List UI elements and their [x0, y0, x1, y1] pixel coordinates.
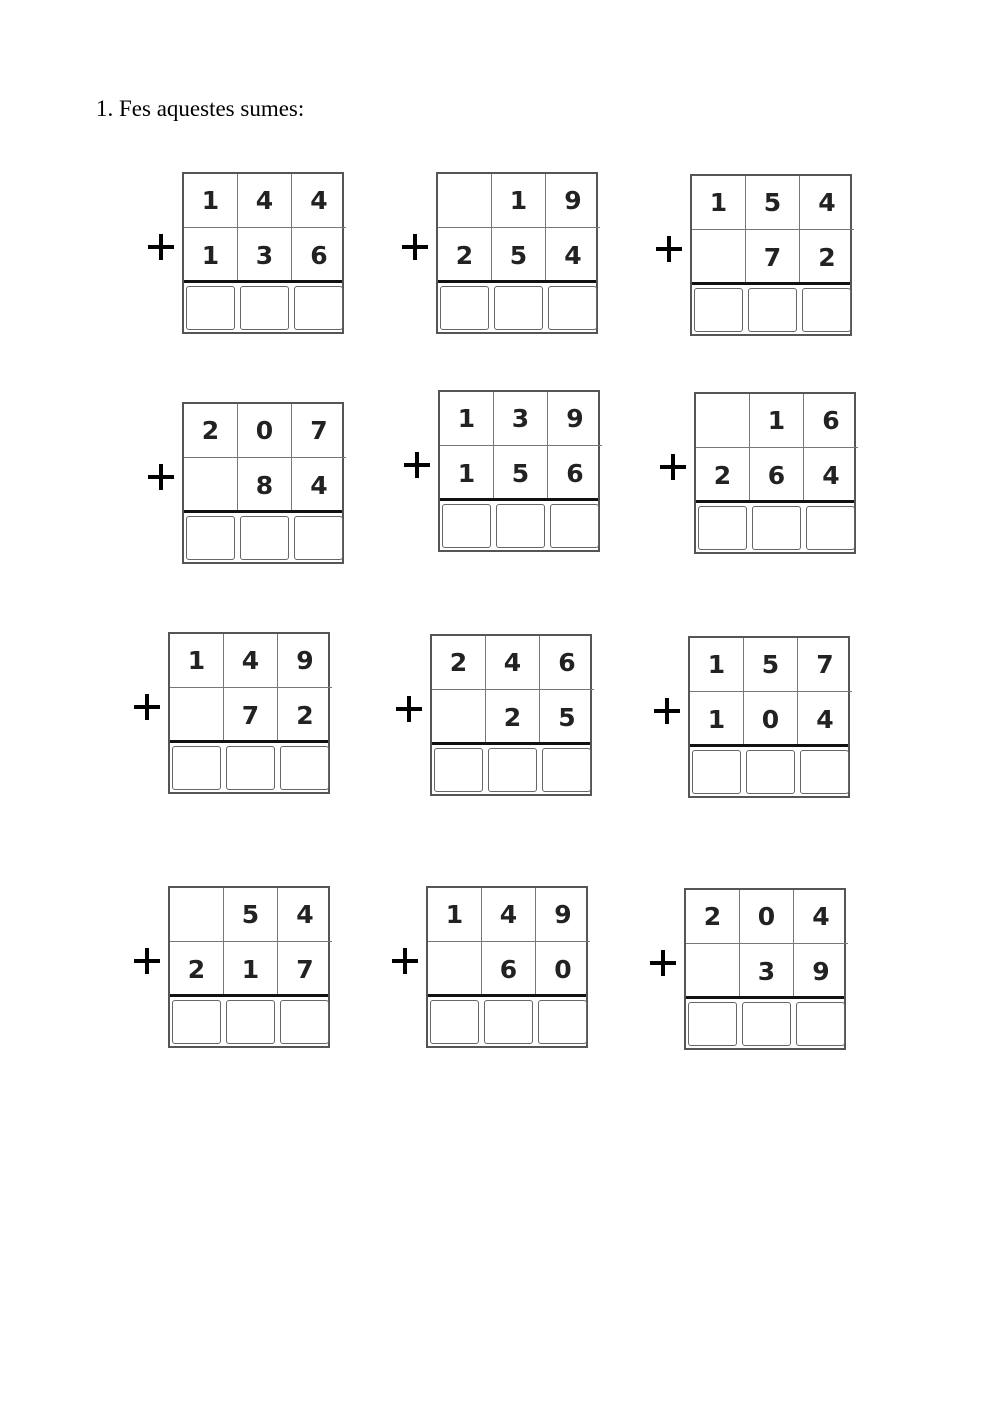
addition-problem	[400, 172, 600, 357]
answer-box[interactable]	[796, 1002, 845, 1046]
exercise-title: 1. Fes aquestes sumes:	[96, 96, 305, 121]
top-digit: 2	[686, 890, 740, 944]
bottom-digit	[184, 458, 238, 512]
plus-icon	[390, 946, 420, 976]
top-digit: 4	[238, 174, 292, 228]
answer-box[interactable]	[542, 748, 591, 792]
digit-grid	[688, 636, 850, 798]
digit-grid	[436, 172, 598, 334]
answer-box[interactable]	[280, 1000, 329, 1044]
sum-line	[428, 994, 586, 997]
sum-line	[438, 280, 596, 283]
digit-grid	[182, 172, 344, 334]
sum-line	[440, 498, 598, 501]
digit-grid	[168, 886, 330, 1048]
bottom-digit: 7	[224, 688, 278, 742]
answer-box[interactable]	[752, 506, 801, 550]
digit-grid	[690, 174, 852, 336]
bottom-digit: 8	[238, 458, 292, 512]
sum-line	[170, 740, 328, 743]
top-digit: 4	[292, 174, 346, 228]
answer-box[interactable]	[294, 286, 343, 330]
answer-box[interactable]	[688, 1002, 737, 1046]
bottom-digit	[170, 688, 224, 742]
top-digit: 1	[440, 392, 494, 446]
answer-box[interactable]	[550, 504, 599, 548]
sum-line	[184, 510, 342, 513]
answer-box[interactable]	[484, 1000, 533, 1044]
sum-line	[696, 500, 854, 503]
bottom-digit	[432, 690, 486, 744]
top-digit: 4	[278, 888, 332, 942]
answer-box[interactable]	[186, 286, 235, 330]
addition-problem	[648, 888, 848, 1073]
bottom-digit: 6	[566, 458, 584, 488]
bottom-digit: 2	[818, 242, 836, 272]
top-digit: 1	[492, 174, 546, 228]
answer-box[interactable]	[538, 1000, 587, 1044]
top-digit: 9	[546, 174, 600, 228]
answer-box[interactable]	[440, 286, 489, 330]
bottom-digit: 9	[812, 956, 830, 986]
top-digit: 3	[494, 392, 548, 446]
top-digit: 1	[184, 174, 238, 228]
top-digit: 9	[548, 392, 602, 446]
bottom-digit: 1	[184, 228, 238, 282]
bottom-digit	[692, 230, 746, 284]
addition-problem	[132, 886, 332, 1071]
bottom-digit: 7	[296, 954, 314, 984]
answer-box[interactable]	[240, 286, 289, 330]
plus-icon	[400, 232, 430, 262]
top-digit	[170, 888, 224, 942]
top-digit: 1	[170, 634, 224, 688]
answer-box[interactable]	[280, 746, 329, 790]
top-digit: 4	[794, 890, 848, 944]
top-digit	[438, 174, 492, 228]
addition-problem	[132, 632, 332, 817]
addition-problem	[390, 886, 590, 1071]
answer-box[interactable]	[746, 750, 795, 794]
answer-box[interactable]	[748, 288, 797, 332]
top-digit: 7	[292, 404, 346, 458]
bottom-digit: 4	[310, 470, 328, 500]
top-digit: 9	[536, 888, 590, 942]
digit-grid	[426, 886, 588, 1048]
bottom-digit: 2	[696, 448, 750, 502]
answer-box[interactable]	[172, 1000, 221, 1044]
sum-line	[432, 742, 590, 745]
plus-icon	[658, 452, 688, 482]
digit-grid	[182, 402, 344, 564]
bottom-digit: 6	[750, 448, 804, 502]
digit-grid	[694, 392, 856, 554]
top-digit: 2	[184, 404, 238, 458]
bottom-digit: 2	[170, 942, 224, 996]
answer-box[interactable]	[692, 750, 741, 794]
bottom-digit	[686, 944, 740, 998]
answer-box[interactable]	[742, 1002, 791, 1046]
answer-box[interactable]	[434, 748, 483, 792]
answer-box[interactable]	[694, 288, 743, 332]
top-digit: 1	[690, 638, 744, 692]
addition-problem	[402, 390, 602, 575]
bottom-digit: 3	[238, 228, 292, 282]
top-digit: 6	[804, 394, 858, 448]
top-digit: 1	[692, 176, 746, 230]
top-digit: 4	[224, 634, 278, 688]
addition-problem	[652, 636, 852, 821]
bottom-digit: 4	[564, 240, 582, 270]
answer-box[interactable]	[806, 506, 855, 550]
answer-box[interactable]	[802, 288, 851, 332]
answer-box[interactable]	[172, 746, 221, 790]
top-digit: 4	[486, 636, 540, 690]
digit-grid	[684, 888, 846, 1050]
plus-icon	[394, 694, 424, 724]
answer-box[interactable]	[548, 286, 597, 330]
answer-box[interactable]	[430, 1000, 479, 1044]
answer-box[interactable]	[226, 1000, 275, 1044]
top-digit: 0	[238, 404, 292, 458]
sum-line	[690, 744, 848, 747]
bottom-digit: 6	[482, 942, 536, 996]
answer-box[interactable]	[240, 516, 289, 560]
sum-line	[692, 282, 850, 285]
answer-box[interactable]	[442, 504, 491, 548]
answer-box[interactable]	[226, 746, 275, 790]
top-digit: 1	[428, 888, 482, 942]
digit-grid	[430, 634, 592, 796]
top-digit	[696, 394, 750, 448]
bottom-digit: 5	[492, 228, 546, 282]
addition-problem	[654, 174, 854, 359]
plus-icon	[146, 232, 176, 262]
plus-icon	[132, 692, 162, 722]
addition-problem	[394, 634, 594, 819]
digit-grid	[168, 632, 330, 794]
bottom-digit: 4	[822, 460, 840, 490]
top-digit: 5	[744, 638, 798, 692]
top-digit: 5	[224, 888, 278, 942]
bottom-digit: 2	[438, 228, 492, 282]
bottom-digit: 2	[296, 700, 314, 730]
bottom-digit: 1	[440, 446, 494, 500]
answer-box[interactable]	[294, 516, 343, 560]
bottom-digit: 6	[310, 240, 328, 270]
top-digit: 0	[740, 890, 794, 944]
top-digit: 4	[800, 176, 854, 230]
answer-box[interactable]	[496, 504, 545, 548]
addition-problem	[658, 392, 858, 577]
answer-box[interactable]	[800, 750, 849, 794]
answer-box[interactable]	[488, 748, 537, 792]
addition-problem	[146, 172, 346, 357]
bottom-digit: 1	[690, 692, 744, 746]
bottom-digit: 5	[558, 702, 576, 732]
bottom-digit: 0	[554, 954, 572, 984]
top-digit: 4	[482, 888, 536, 942]
plus-icon	[146, 462, 176, 492]
top-digit: 5	[746, 176, 800, 230]
plus-icon	[402, 450, 432, 480]
bottom-digit: 3	[740, 944, 794, 998]
plus-icon	[648, 948, 678, 978]
bottom-digit: 4	[816, 704, 834, 734]
answer-box[interactable]	[186, 516, 235, 560]
top-digit: 1	[750, 394, 804, 448]
bottom-digit	[428, 942, 482, 996]
bottom-digit: 7	[746, 230, 800, 284]
top-digit: 7	[798, 638, 852, 692]
answer-box[interactable]	[698, 506, 747, 550]
plus-icon	[652, 696, 682, 726]
sum-line	[170, 994, 328, 997]
sum-line	[184, 280, 342, 283]
top-digit: 2	[432, 636, 486, 690]
sum-line	[686, 996, 844, 999]
top-digit: 6	[540, 636, 594, 690]
bottom-digit: 1	[224, 942, 278, 996]
plus-icon	[654, 234, 684, 264]
top-digit: 9	[278, 634, 332, 688]
bottom-digit: 0	[744, 692, 798, 746]
digit-grid	[438, 390, 600, 552]
addition-problem	[146, 402, 346, 587]
plus-icon	[132, 946, 162, 976]
answer-box[interactable]	[494, 286, 543, 330]
bottom-digit: 5	[494, 446, 548, 500]
bottom-digit: 2	[486, 690, 540, 744]
